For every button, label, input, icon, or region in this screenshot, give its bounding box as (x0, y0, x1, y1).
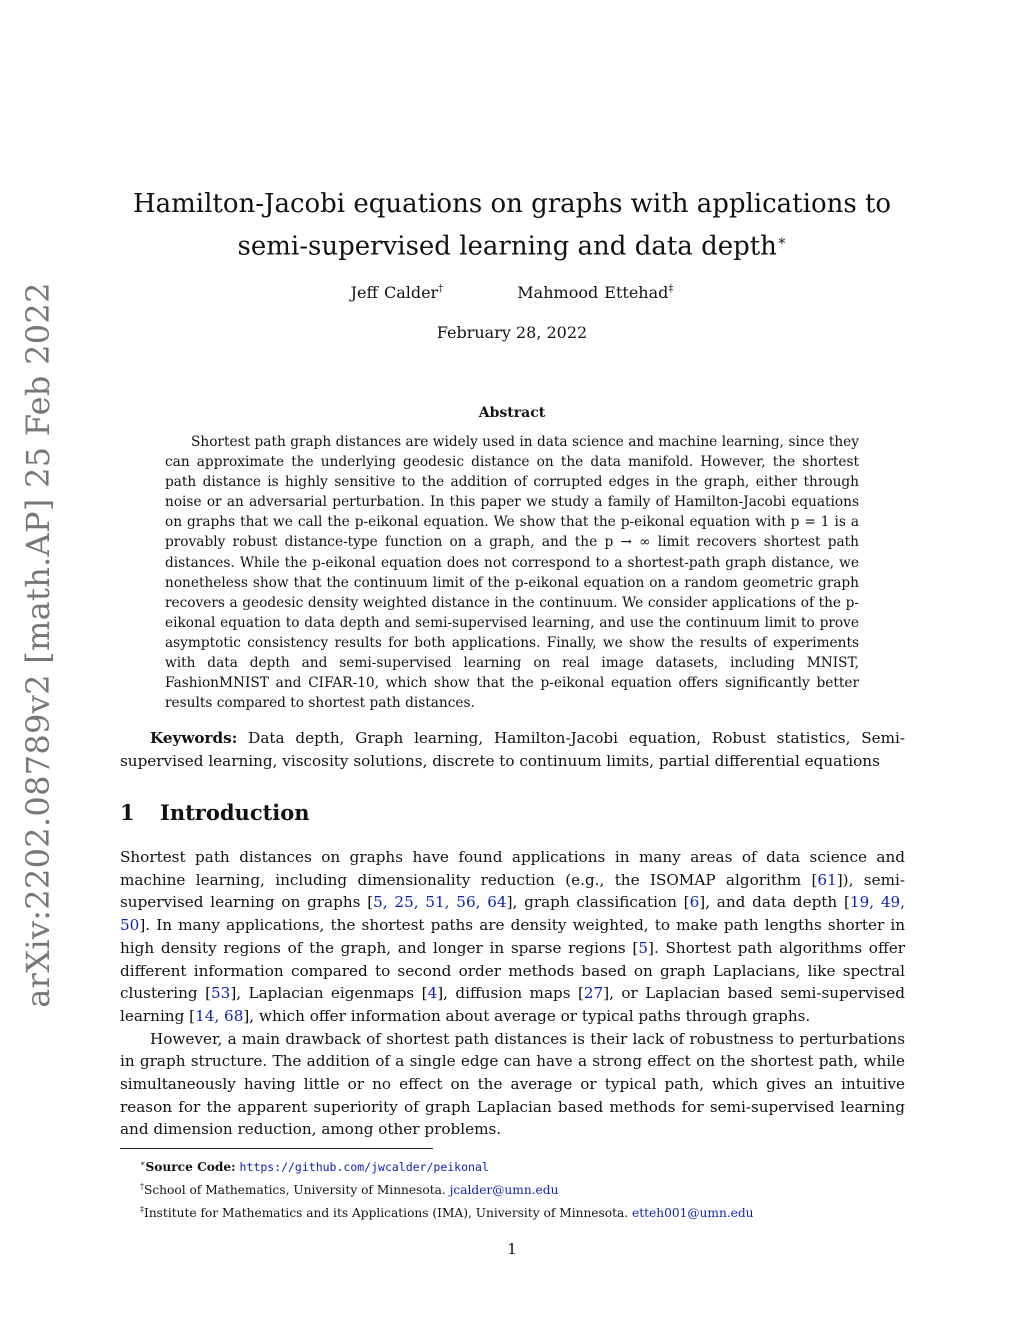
intro-text: ], Laplacian eigenmaps [ (230, 984, 428, 1003)
intro-body (120, 846, 905, 1141)
footnotes (120, 1154, 905, 1223)
title-line-1: Hamilton-Jacobi equations on graphs with applications to (132, 189, 892, 219)
keywords-label: Keywords: (150, 729, 238, 747)
abstract-text: Shortest path graph distances are widely used in data science and machine learning, since they can approximate the underlying geodesic distance on the data manifold. However, the shortest path distance is highly sensitive to the addition of corrupted edges in the graph, either through noise or an adversarial perturbation. In this paper we study a family of Hamilton-Jacobi equations on graphs that we call the p-eikonal equation. We show that the p-eikonal equation with p = 1 is a provably robust distance-type function on a graph, and the p → ∞ limit recovers shortest path distances. While the p-eikonal equation does not correspond to a shortest-path graph distance, we nonetheless show that the continuum limit of the p-eikonal equation on a random geometric graph recovers a geodesic density weighted distance in the continuum. We consider applications of the p-eikonal equation to data depth and semi-supervised learning, and use the continuum limit to prove asymptotic consistency results for both applications. Finally, we show the results of experiments with data depth and semi-supervised learning on real image datasets, including MNIST, FashionMNIST and CIFAR-10, which show that the p-eikonal equation offers significantly better results compared to shortest path distances. (165, 434, 859, 712)
intro-text: ]. Shortest path algorithms offer different information compared to second order methods based on graph Laplacians, like spectral clustering [ (120, 938, 905, 1003)
intro-text: ], which offer information about average or typical paths through graphs. (243, 1006, 811, 1025)
intro-text: ], and data depth [ (699, 893, 850, 912)
section-number: 1 (120, 800, 135, 825)
footnote-mark: ‡ (140, 1205, 144, 1215)
footnote-source-code (120, 1154, 905, 1177)
footnote-author-1 (120, 1177, 905, 1200)
footnote-text: Institute for Mathematics and its Applications (IMA), University of Minnesota. (144, 1206, 633, 1221)
source-code-link[interactable]: https://github.com/jwcalder/peikonal (239, 1160, 489, 1175)
author-1-mark: † (438, 283, 444, 295)
footnote-divider (120, 1148, 433, 1149)
intro-text: ]), semi-supervised learning on graphs [ (120, 870, 905, 912)
paper-date: February 28, 2022 (436, 323, 588, 342)
author-list (0, 283, 1024, 302)
intro-text: ], diffusion maps [ (437, 984, 584, 1003)
email-link-calder[interactable]: jcalder@umn.edu (449, 1183, 559, 1198)
footnote-author-2 (120, 1200, 905, 1223)
footnote-label: Source Code: (145, 1160, 236, 1175)
page-number: 1 (507, 1240, 517, 1258)
paper-title (0, 186, 1024, 266)
author-1-name: Jeff Calder (350, 283, 439, 302)
citation-link[interactable]: 5, 25, 51, 56, 64 (373, 893, 507, 912)
citation-link[interactable]: 61 (817, 870, 837, 889)
citation-link[interactable]: 27 (583, 984, 604, 1003)
footnote-text: School of Mathematics, University of Minnesota. (144, 1183, 450, 1198)
intro-text: ], or Laplacian based semi-supervised learning [ (120, 984, 905, 1025)
keywords-text: Data depth, Graph learning, Hamilton-Jacobi equation, Robust statistics, Semi-supervised learning, viscosity solutions, discrete to continuum limits, partial differential equations (120, 729, 906, 770)
abstract-heading: Abstract (478, 405, 546, 421)
intro-text: ], graph classification [ (506, 893, 690, 912)
citation-link[interactable]: 19, 49, 50 (120, 893, 905, 935)
author-2-mark: ‡ (668, 283, 674, 295)
keywords (120, 727, 905, 772)
title-footnote-mark: ∗ (776, 233, 787, 249)
citation-link[interactable]: 6 (689, 893, 700, 912)
section-heading (120, 800, 310, 825)
citation-link[interactable]: 5 (638, 938, 649, 957)
citation-link[interactable]: 4 (427, 984, 438, 1003)
title-line-2-text: semi-supervised learning and data depth (237, 231, 777, 262)
author-1 (351, 283, 444, 302)
footnote-mark: † (140, 1182, 144, 1192)
author-2-name: Mahmood Ettehad (517, 283, 669, 302)
citation-link[interactable]: 53 (211, 984, 231, 1003)
intro-paragraph-1 (120, 846, 905, 1028)
title-line-2 (0, 223, 1024, 266)
intro-text: Shortest path distances on graphs have found applications in many areas of data science and machine learning, including dimensionality reduction (e.g., the ISOMAP algorithm [ (120, 848, 905, 889)
intro-paragraph-2: However, a main drawback of shortest path distances is their lack of robustness to perturbations in graph structure. The addition of a single edge can have a strong effect on the shortest path, while simultaneously having little or no effect on the average or typical path, which gives an intuitive reason for the apparent superiority of graph Laplacian based methods for semi-supervised learning and dimension reduction, among other problems. (120, 1029, 905, 1139)
arxiv-stamp: arXiv:2202.08789v2 [math.AP] 25 Feb 2022 (19, 282, 57, 1008)
email-link-ettehad[interactable]: etteh001@umn.edu (632, 1206, 754, 1221)
citation-link[interactable]: 14, 68 (195, 1006, 244, 1025)
footnote-mark: ∗ (140, 1159, 146, 1168)
section-title: Introduction (160, 800, 310, 825)
intro-text: ]. In many applications, the shortest paths are density weighted, to make path lengths shorter in high density regions of the graph, and longer in sparse regions [ (120, 916, 905, 957)
author-2 (517, 283, 673, 302)
